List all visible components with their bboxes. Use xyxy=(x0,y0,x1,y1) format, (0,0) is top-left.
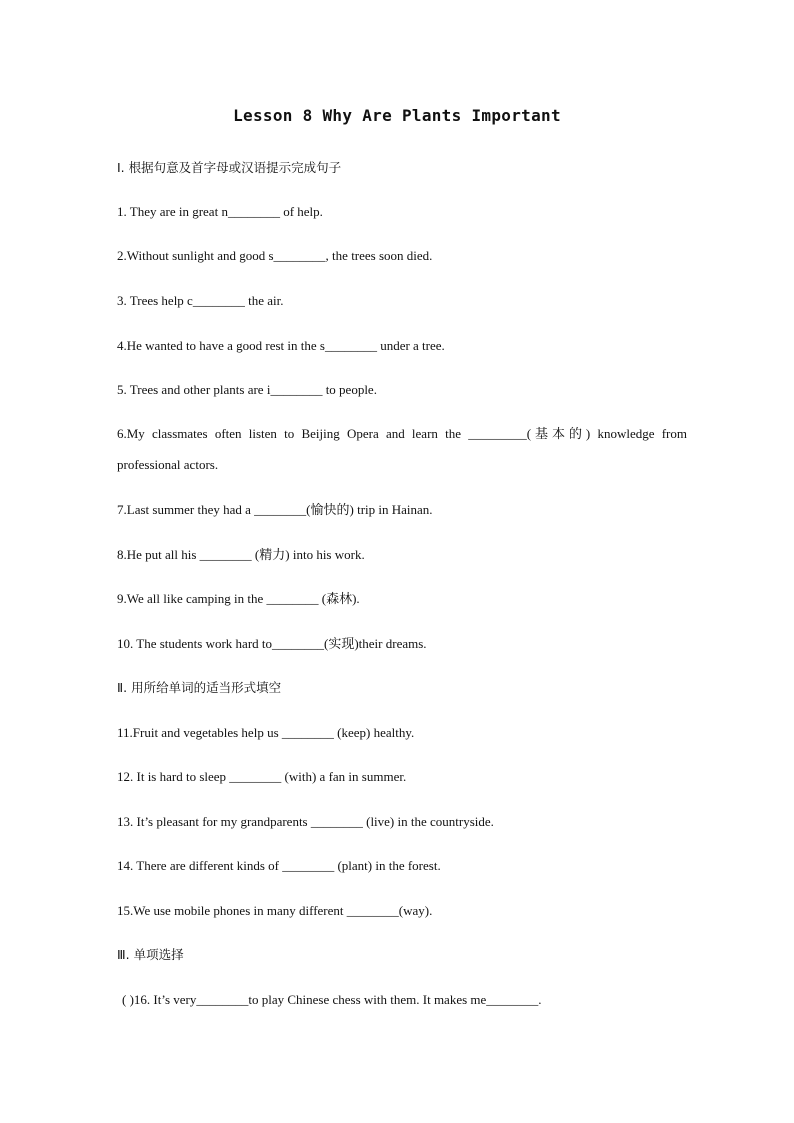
section-heading-3: Ⅲ. 单项选择 xyxy=(117,947,184,962)
section-heading-2: Ⅱ. 用所给单词的适当形式填空 xyxy=(117,680,282,695)
section-heading-1: Ⅰ. 根据句意及首字母或汉语提示完成句子 xyxy=(117,160,342,175)
question-5: 5. Trees and other plants are i________ to people. xyxy=(117,382,377,397)
question-8: 8.He put all his ________ (精力) into his work. xyxy=(117,547,365,562)
question-14: 14. There are different kinds of ________ (plant) in the forest. xyxy=(117,858,441,873)
question-15: 15.We use mobile phones in many different ________(way). xyxy=(117,903,433,918)
question-16: ( )16. It’s very________to play Chinese chess with them. It makes me________. xyxy=(122,992,542,1007)
page-title: Lesson 8 Why Are Plants Important xyxy=(233,106,561,125)
question-2: 2.Without sunlight and good s________, the trees soon died. xyxy=(117,248,433,263)
question-13: 13. It’s pleasant for my grandparents ________ (live) in the countryside. xyxy=(117,814,494,829)
question-6: 6.My classmates often listen to Beijing Opera and learn the _________(基本的) knowledge from professional actors. xyxy=(117,426,687,472)
question-10: 10. The students work hard to________(实现)their dreams. xyxy=(117,636,427,651)
question-11: 11.Fruit and vegetables help us ________ (keep) healthy. xyxy=(117,725,415,740)
question-12: 12. It is hard to sleep ________ (with) a fan in summer. xyxy=(117,769,407,784)
question-7: 7.Last summer they had a ________(愉快的) trip in Hainan. xyxy=(117,502,433,517)
question-9: 9.We all like camping in the ________ (森林). xyxy=(117,591,360,606)
question-4: 4.He wanted to have a good rest in the s________ under a tree. xyxy=(117,338,445,353)
question-3: 3. Trees help c________ the air. xyxy=(117,293,284,308)
question-1: 1. They are in great n________ of help. xyxy=(117,204,323,219)
